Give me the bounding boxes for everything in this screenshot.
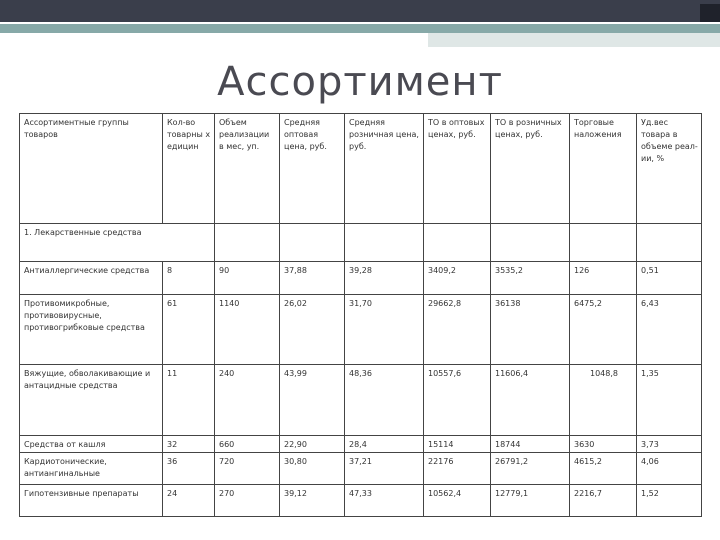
table-row <box>20 436 702 453</box>
table-row <box>20 485 702 517</box>
table-cell: 270 <box>215 485 280 517</box>
header-cell-turnover-wholesale: ТО в оптовых ценах, руб. <box>424 114 491 224</box>
table-cell: 3409,2 <box>424 262 491 295</box>
table-cell: 31,70 <box>345 295 424 365</box>
table-cell: 1140 <box>215 295 280 365</box>
table-cell: 12779,1 <box>491 485 570 517</box>
table-cell: 0,51 <box>637 262 702 295</box>
table-cell: Гипотензивные препараты <box>20 485 163 517</box>
table-cell: 10557,6 <box>424 365 491 436</box>
table-cell <box>424 224 491 262</box>
table-cell: 24 <box>163 485 215 517</box>
table-cell: Противомикробные, противовирусные, противогрибковые средства <box>20 295 163 365</box>
table-cell: 1,52 <box>637 485 702 517</box>
table-row <box>20 365 702 436</box>
table-cell: 15114 <box>424 436 491 453</box>
table-cell <box>280 224 345 262</box>
table-cell: 29662,8 <box>424 295 491 365</box>
table-cell: Вяжущие, обволакивающие и антацидные средства <box>20 365 163 436</box>
table-cell: 39,12 <box>280 485 345 517</box>
header-cell-group: Ассортиментные группы товаров <box>20 114 163 224</box>
table-cell: 36138 <box>491 295 570 365</box>
table-cell: 4615,2 <box>570 453 637 485</box>
section-label: 1. Лекарственные средства <box>20 224 215 262</box>
table-cell: 30,80 <box>280 453 345 485</box>
header-cell-turnover-retail: ТО в розничных ценах, руб. <box>491 114 570 224</box>
table-cell: 240 <box>215 365 280 436</box>
table-cell: 10562,4 <box>424 485 491 517</box>
header-cell-markup: Торговые наложения <box>570 114 637 224</box>
table-cell <box>215 224 280 262</box>
table-cell: 26791,2 <box>491 453 570 485</box>
table-cell: 11 <box>163 365 215 436</box>
header-cell-count: Кол-во товарны х едицин <box>163 114 215 224</box>
table-cell <box>570 224 637 262</box>
table-cell: 37,88 <box>280 262 345 295</box>
table-cell: Средства от кашля <box>20 436 163 453</box>
header-cell-retail-price: Средняя розничная цена, руб. <box>345 114 424 224</box>
table-cell: 3535,2 <box>491 262 570 295</box>
table-row <box>20 295 702 365</box>
table-cell: 47,33 <box>345 485 424 517</box>
table-row <box>20 453 702 485</box>
table-row <box>20 262 702 295</box>
header-band-teal <box>0 24 720 33</box>
table-cell: 1,35 <box>637 365 702 436</box>
table-cell: 126 <box>570 262 637 295</box>
table-cell: 720 <box>215 453 280 485</box>
table-cell: 2216,7 <box>570 485 637 517</box>
table-cell: 6,43 <box>637 295 702 365</box>
table-cell: 22,90 <box>280 436 345 453</box>
header-cell-wholesale-price: Средняя оптовая цена, руб. <box>280 114 345 224</box>
table-cell: 28,4 <box>345 436 424 453</box>
table-cell: 39,28 <box>345 262 424 295</box>
table-cell: 90 <box>215 262 280 295</box>
table-cell: 11606,4 <box>491 365 570 436</box>
table-cell: 6475,2 <box>570 295 637 365</box>
section-row <box>20 224 702 262</box>
table-cell: 43,99 <box>280 365 345 436</box>
header-cell-share: Уд.вес товара в объеме реал-ии, % <box>637 114 702 224</box>
table-cell: 1048,8 <box>570 365 637 436</box>
slide-title: Ассортимент <box>217 59 503 105</box>
assortment-table <box>19 113 702 517</box>
header-band-white <box>0 33 428 47</box>
table-cell: Антиаллергические средства <box>20 262 163 295</box>
table-cell: 660 <box>215 436 280 453</box>
table-cell: 18744 <box>491 436 570 453</box>
table-header-row <box>20 114 702 224</box>
table-cell: 4,06 <box>637 453 702 485</box>
header-cell-volume: Объем реализации в мес, уп. <box>215 114 280 224</box>
table-cell: Кардиотонические, антиангинальные <box>20 453 163 485</box>
table-cell: 8 <box>163 262 215 295</box>
table-cell: 26,02 <box>280 295 345 365</box>
table-cell <box>491 224 570 262</box>
header-band-corner <box>700 4 720 22</box>
table-cell: 36 <box>163 453 215 485</box>
table-cell <box>637 224 702 262</box>
table-cell <box>345 224 424 262</box>
table-cell: 3630 <box>570 436 637 453</box>
header-band-dark <box>0 0 720 22</box>
table-cell: 48,36 <box>345 365 424 436</box>
table-cell: 37,21 <box>345 453 424 485</box>
table-cell: 61 <box>163 295 215 365</box>
table-cell: 32 <box>163 436 215 453</box>
table-cell: 22176 <box>424 453 491 485</box>
table-cell: 3,73 <box>637 436 702 453</box>
